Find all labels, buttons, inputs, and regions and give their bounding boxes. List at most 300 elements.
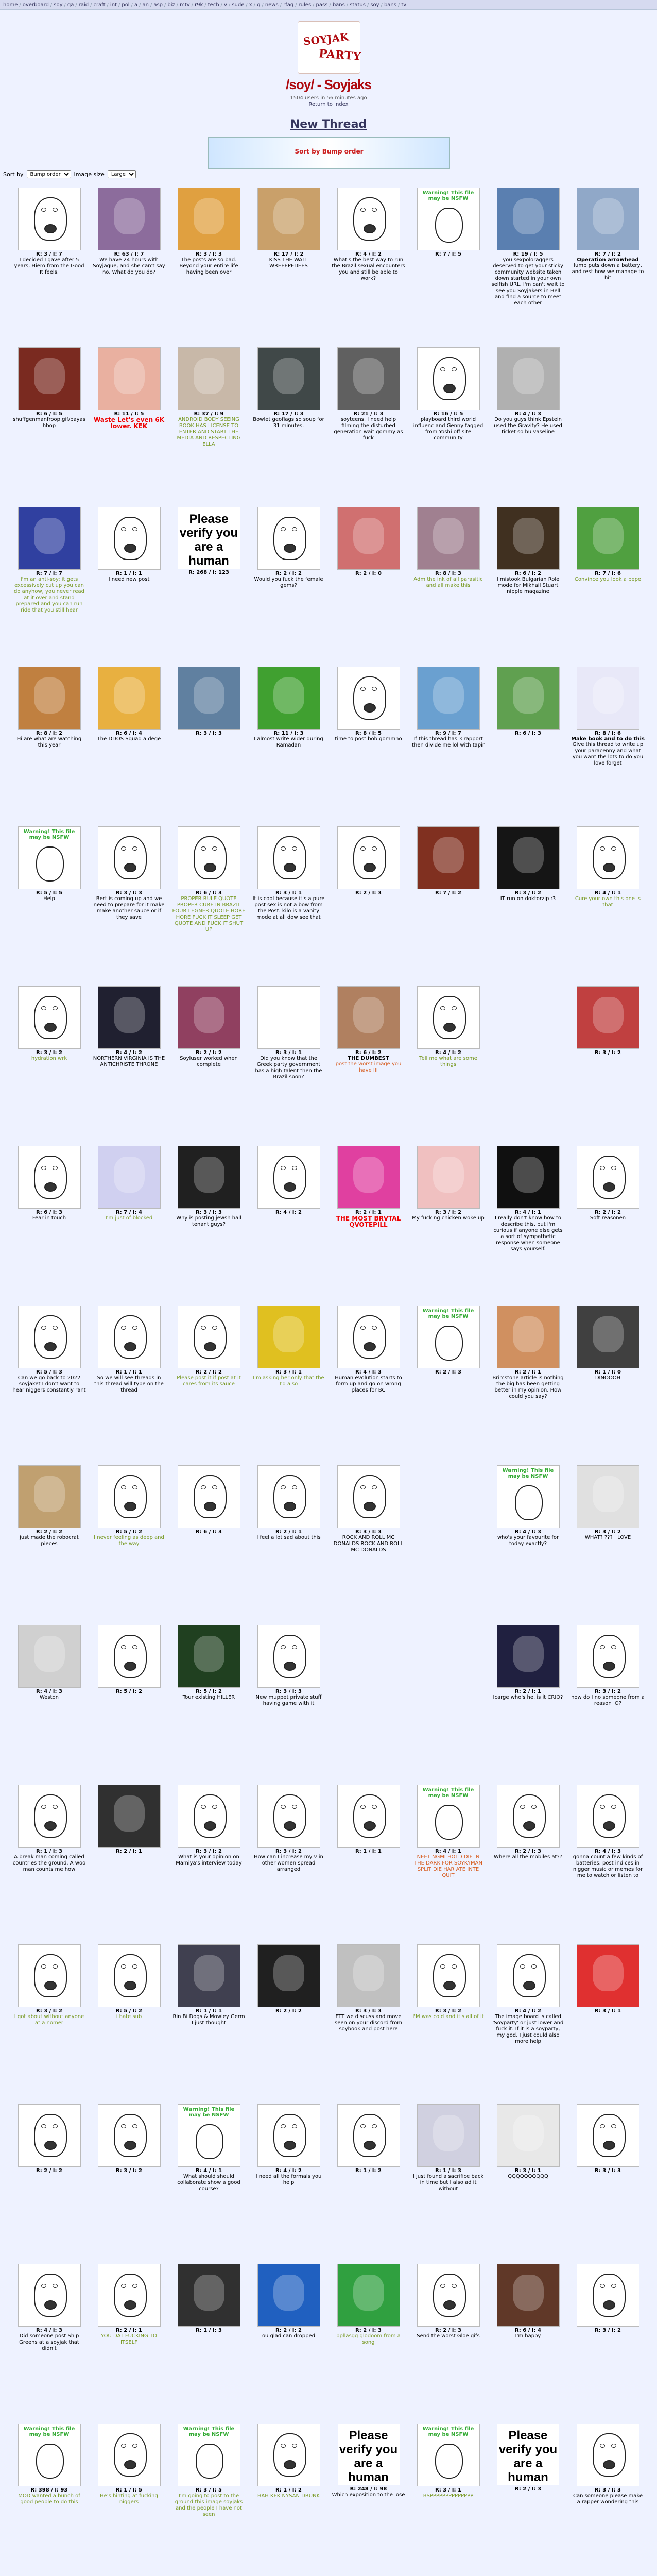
thread-thumbnail[interactable] [178,1465,240,1528]
nav-separator: / [50,2,53,8]
eye-icon [360,1805,366,1809]
nav-link[interactable]: q [257,2,261,8]
thread-stats: R: 3 / I: 3 [595,2487,621,2493]
nav-link[interactable]: bans [384,2,396,8]
thread-thumbnail[interactable] [98,1625,161,1688]
eye-icon [41,2284,46,2288]
thread-stats: R: 7 / I: 7 [36,571,62,577]
thread-thumbnail[interactable] [337,2104,400,2167]
thread-thumbnail[interactable] [98,507,161,570]
thread-teaser: I need new post [108,577,150,582]
soyjak-face-icon [273,1156,306,1199]
thread-thumbnail[interactable] [257,507,320,570]
thread-teaser: just made the robocrat pieces [20,1535,79,1547]
thread-teaser: WHAT? ??? I LOVE [584,1535,631,1540]
thread-thumbnail[interactable] [18,1625,81,1688]
catalog-thread [488,822,568,982]
thread-stats: R: 3 / I: 3 [355,2008,382,2014]
thread-teaser: Brimstone article is nothing the big has been getting better in my opinion. How could you say? [492,1375,564,1399]
thread-thumbnail[interactable] [178,507,240,569]
mouth-icon [44,1182,57,1192]
thread-thumbnail[interactable] [18,2104,81,2167]
nsfw-warning: Warning! This file may be NSFW [422,2426,474,2437]
thread-thumbnail[interactable] [257,1146,320,1209]
thread-stats: R: 1 / I: 0 [595,1369,621,1375]
thread-thumbnail[interactable] [577,2264,639,2327]
thread-thumbnail[interactable] [577,826,639,889]
thread-thumbnail[interactable] [337,1944,400,2007]
thread-thumbnail[interactable] [337,1146,400,1209]
verify-line: are a [194,540,223,554]
catalog-thread [249,2100,328,2260]
new-thread-link[interactable]: New Thread [290,118,367,131]
thread-thumbnail[interactable] [417,826,480,889]
thread-teaser: PROPER RULE QUOTE PROPER CURE IN BRAZIL FOUR LEGNER QUOTE HORE HORE FUCK IT SLEEP GET QUOTE AND FUCK IT SHUT UP [172,896,246,933]
catalog-thread [328,503,408,663]
thread-thumbnail[interactable] [178,1306,240,1368]
image-shape [194,997,224,1033]
mouth-icon [44,2300,57,2310]
thread-stats: R: 3 / I: 2 [196,1849,222,1854]
mouth-icon [364,1502,376,1511]
thread-thumbnail[interactable] [18,986,81,1049]
eye-icon [212,846,217,851]
catalog-thread [89,503,169,663]
thread-thumbnail[interactable] [98,1944,161,2007]
thread-thumbnail[interactable] [178,826,240,889]
thread-thumbnail[interactable] [497,1146,560,1209]
thread-thumbnail[interactable] [98,2264,161,2327]
nav-link[interactable]: raid [78,2,89,8]
thread-thumbnail[interactable] [257,1465,320,1528]
soyjak-face-icon [114,2114,147,2157]
thread-thumbnail[interactable] [417,188,480,250]
image-shape [273,2275,304,2311]
nav-link[interactable]: overboard [22,2,49,8]
soyjak-face-icon [515,1485,543,1520]
thread-thumbnail[interactable] [417,1785,480,1848]
catalog-thread [9,1461,89,1621]
nav-link[interactable]: int [110,2,117,8]
thread-stats: R: 2 / I: 2 [275,2008,302,2014]
image-shape [194,1955,224,1991]
thread-stats: R: 9 / I: 7 [435,731,461,736]
catalog-thread [89,183,169,343]
verify-line: are a [513,2456,543,2470]
thread-thumbnail[interactable] [497,2264,560,2327]
thread-thumbnail[interactable] [178,1146,240,1209]
thread-teaser: hydration wrk [31,1056,67,1061]
thread-thumbnail[interactable] [417,2264,480,2327]
nav-link[interactable]: soy [370,2,379,8]
eye-icon [600,1805,605,1809]
eye-icon [360,687,366,691]
thread-thumbnail[interactable] [257,1785,320,1848]
thread-teaser: who's your favourite for today exactly? [497,1535,559,1547]
thread-thumbnail[interactable] [417,2104,480,2167]
catalog-thread [328,343,408,503]
image-shape [114,198,145,234]
thread-thumbnail[interactable] [497,507,560,570]
thread-stats: R: 3 / I: 3 [196,1210,222,1215]
catalog-thread [408,822,488,982]
thread-stats: R: 1 / I: 3 [196,2328,222,2333]
mouth-icon [124,1662,136,1671]
thread-thumbnail[interactable] [497,188,560,250]
thread-thumbnail[interactable] [337,986,400,1049]
eye-icon [132,1964,137,1969]
eye-icon [440,367,445,371]
image-shape [194,1636,224,1672]
soyjak-face-icon [435,2444,463,2479]
thread-teaser: Cure your own this one is that [575,896,641,908]
soyjak-face-icon [513,1954,546,1997]
image-shape [433,677,464,714]
thread-thumbnail[interactable] [338,2424,400,2485]
thread-thumbnail[interactable] [18,2424,81,2486]
thread-thumbnail[interactable] [417,986,480,1049]
nav-link[interactable]: qa [67,2,74,8]
catalog-thread [328,1621,408,1781]
nav-separator: / [191,2,194,8]
thread-thumbnail[interactable] [178,188,240,250]
thread-thumbnail[interactable] [98,826,161,889]
thread-stats: R: 3 / I: 2 [275,1849,302,1854]
catalog-thread [89,2260,169,2419]
thread-thumbnail[interactable] [417,507,480,570]
catalog-thread [9,343,89,503]
thread-thumbnail[interactable] [577,2424,639,2486]
thread-stats: R: 6 / I: 5 [36,411,62,417]
thread-thumbnail[interactable] [497,347,560,410]
thread-thumbnail[interactable] [577,1944,639,2007]
catalog-thread [249,343,328,503]
nav-link[interactable]: rules [298,2,312,8]
thread-thumbnail[interactable] [178,1944,240,2007]
thread-thumbnail[interactable] [577,2104,639,2167]
soyjak-face-icon [273,1635,306,1678]
nav-link[interactable]: tv [401,2,407,8]
soyjak-face-icon [435,208,463,243]
catalog-thread [89,982,169,1142]
thread-thumbnail[interactable] [98,1146,161,1209]
nav-link[interactable]: craft [93,2,106,8]
thread-stats: R: 8 / I: 2 [36,731,62,736]
eye-icon [360,208,366,212]
thread-stats: R: 3 / I: 2 [515,890,541,896]
nav-separator: / [139,2,141,8]
catalog-thread [169,503,249,663]
eye-icon [452,2284,457,2288]
eye-icon [372,1326,377,1330]
catalog-thread [488,982,568,1142]
catalog-thread [9,2260,89,2419]
thread-stats: R: 2 / I: 3 [355,890,382,896]
nav-separator: / [367,2,369,8]
thread-thumbnail[interactable] [497,667,560,730]
thread-thumbnail[interactable] [18,188,81,250]
eye-icon [281,1485,286,1489]
thread-thumbnail[interactable] [577,1785,639,1848]
eye-icon [121,2444,126,2448]
catalog-thread [328,1461,408,1621]
image-shape [513,1636,544,1672]
thread-thumbnail[interactable] [257,188,320,250]
thread-thumbnail[interactable] [497,1944,560,2007]
nav-separator: / [204,2,206,8]
thread-teaser: We have 24 hours with Soyjaque, and she can't say no. What do you do? [93,257,165,275]
eye-icon [121,1645,126,1649]
image-shape [34,358,65,394]
thread-thumbnail[interactable] [257,2424,320,2486]
thread-thumbnail[interactable] [18,347,81,410]
catalog-thread [169,1301,249,1461]
mouth-icon [603,2460,615,2469]
catalog-thread [249,503,328,663]
thread-thumbnail[interactable] [577,1625,639,1688]
thread-thumbnail[interactable] [497,1465,560,1528]
thread-thumbnail[interactable] [18,507,81,570]
thread-thumbnail[interactable] [257,667,320,730]
nav-link[interactable]: biz [167,2,175,8]
thread-thumbnail[interactable] [18,1306,81,1368]
thread-thumbnail[interactable] [497,826,560,889]
eye-icon [132,1485,137,1489]
nav-link[interactable]: a [134,2,138,8]
mouth-icon [523,1821,535,1831]
thread-thumbnail[interactable] [497,1625,560,1688]
thread-thumbnail[interactable] [18,826,81,889]
eye-icon [201,846,206,851]
thread-thumbnail[interactable] [577,188,639,250]
thread-thumbnail[interactable] [497,1785,560,1848]
catalog-thread [408,1461,488,1621]
thread-thumbnail[interactable] [257,1625,320,1688]
image-size-select[interactable] [108,170,136,178]
nav-link[interactable]: mtv [180,2,190,8]
nav-link[interactable]: news [265,2,279,8]
mouth-icon [284,863,296,872]
thread-thumbnail[interactable] [178,1785,240,1848]
thread-thumbnail[interactable] [497,2104,560,2167]
nav-link[interactable]: v [224,2,227,8]
thread-thumbnail[interactable] [98,2104,161,2167]
thread-thumbnail[interactable] [18,1146,81,1209]
nav-link[interactable]: status [350,2,366,8]
image-shape [273,358,304,394]
thread-thumbnail[interactable] [337,2264,400,2327]
thread-thumbnail[interactable] [417,667,480,730]
image-shape [34,1636,65,1672]
thread-thumbnail[interactable] [18,667,81,730]
thread-teaser: Bert is coming up and we need to prepare for it make make another sauce or if they save [93,896,165,920]
thread-stats: R: 4 / I: 3 [355,1369,382,1375]
soyjak-face-icon [34,1794,67,1838]
banner-text: Sort by Bump order [295,148,364,155]
image-shape [273,677,304,714]
thread-stats: R: 3 / I: 2 [435,2008,461,2014]
eye-icon [520,1964,525,1969]
thread-thumbnail[interactable] [98,1785,161,1848]
thread-thumbnail[interactable] [337,188,400,250]
catalog-thread [488,2260,568,2419]
nav-link[interactable]: asp [153,2,163,8]
thread-teaser: I'm an anti-soy: it gets excessively cut up you can do anyhow, you never read at it over and stand prepared and you can run ride that you still hear [14,577,84,613]
thread-thumbnail[interactable] [337,1306,400,1368]
mouth-icon [284,1182,296,1192]
thread-stats: R: 4 / I: 3 [36,1689,62,1694]
thread-thumbnail[interactable] [577,986,639,1049]
thread-thumbnail[interactable] [417,347,480,410]
thread-stats: R: 4 / I: 3 [595,1849,621,1854]
thread-stats: R: 7 / I: 4 [116,1210,142,1215]
eye-icon [281,1645,286,1649]
thread-thumbnail[interactable] [577,1146,639,1209]
thread-thumbnail[interactable] [98,1465,161,1528]
nav-link[interactable]: sude [232,2,245,8]
thread-stats: R: 2 / I: 0 [355,571,382,577]
nav-link[interactable]: rfaq [283,2,294,8]
nav-link[interactable]: soy [54,2,63,8]
thread-teaser: Soft reasonen [590,1215,626,1221]
thread-thumbnail[interactable] [178,347,240,410]
thread-stats: R: 1 / I: 3 [36,1849,62,1854]
thread-thumbnail[interactable] [178,2424,240,2486]
nav-link[interactable]: tech [208,2,219,8]
thread-thumbnail[interactable] [257,986,320,1049]
thread-thumbnail[interactable] [98,347,161,410]
thread-thumbnail[interactable] [178,2264,240,2327]
soyjak-face-icon [114,2433,147,2477]
catalog-thread [568,1781,648,1940]
thread-thumbnail[interactable] [257,2104,320,2167]
thread-stats: R: 11 / I: 5 [114,411,144,417]
thread-thumbnail[interactable] [178,667,240,730]
soyjak-face-icon [593,2274,626,2317]
catalog-thread [488,2100,568,2260]
catalog-thread [408,343,488,503]
thread-thumbnail[interactable] [417,1306,480,1368]
thread-thumbnail[interactable] [98,986,161,1049]
thread-stats: R: 63 / I: 7 [114,251,144,257]
eye-icon [53,1326,58,1330]
thread-thumbnail[interactable] [18,1785,81,1848]
thread-stats: R: 268 / I: 123 [188,570,229,575]
thread-thumbnail[interactable] [178,986,240,1049]
mouth-icon [284,1662,296,1671]
thread-thumbnail[interactable] [337,1785,400,1848]
thread-thumbnail[interactable] [337,347,400,410]
eye-icon [53,2124,58,2128]
thread-thumbnail[interactable] [337,1465,400,1528]
thread-thumbnail[interactable] [98,188,161,250]
soyjak-face-icon [34,2114,67,2157]
image-shape [513,518,544,554]
nav-link[interactable]: x [249,2,252,8]
thread-teaser: New muppet private stuff having game with it [255,1694,322,1706]
nsfw-warning: Warning! This file may be NSFW [183,2426,235,2437]
thread-thumbnail[interactable] [98,2424,161,2486]
thread-thumbnail[interactable] [257,1944,320,2007]
nsfw-warning: Warning! This file may be NSFW [502,1468,554,1479]
thread-stats: R: 1 / I: 5 [116,2487,142,2493]
thread-thumbnail[interactable] [18,1465,81,1528]
thread-thumbnail[interactable] [257,826,320,889]
thread-thumbnail[interactable] [417,1944,480,2007]
thread-thumbnail[interactable] [257,1306,320,1368]
nav-link[interactable]: pass [316,2,328,8]
image-shape [513,198,544,234]
eye-icon [611,1166,616,1170]
mouth-icon [603,863,615,872]
nav-separator: / [295,2,297,8]
thread-teaser: playboard third world influenc and Genny fagged from Yoshi off site community [413,417,483,441]
soyjak-face-icon [353,197,386,241]
thread-thumbnail[interactable] [337,507,400,570]
nav-link[interactable]: home [3,2,18,8]
nav-link[interactable]: bans [332,2,345,8]
thread-stats: R: 2 / I: 1 [275,1529,302,1535]
nav-link[interactable]: r9k [195,2,203,8]
thread-thumbnail[interactable] [577,667,639,730]
sort-select[interactable] [27,170,71,178]
return-link[interactable]: Return to Index [308,101,349,107]
mouth-icon [44,1023,57,1032]
eye-icon [41,2124,46,2128]
nav-separator: / [346,2,349,8]
eye-icon [292,846,297,851]
thread-thumbnail[interactable] [497,1306,560,1368]
thread-thumbnail[interactable] [98,1306,161,1368]
thread-thumbnail[interactable] [577,1306,639,1368]
thread-thumbnail[interactable] [337,667,400,730]
nav-link[interactable]: pol [122,2,130,8]
thread-thumbnail[interactable] [18,1944,81,2007]
catalog-thread [568,1621,648,1781]
eye-icon [121,2284,126,2288]
thread-stats: R: 3 / I: 2 [595,1689,621,1694]
thread-thumbnail[interactable] [257,2264,320,2327]
catalog-thread [9,1301,89,1461]
thread-stats: R: 3 / I: 3 [116,890,142,896]
thread-thumbnail[interactable] [98,667,161,730]
thread-thumbnail[interactable] [178,1625,240,1688]
eye-icon [41,208,46,212]
thread-thumbnail[interactable] [577,507,639,570]
nav-link[interactable]: an [142,2,149,8]
thread-stats: R: 2 / I: 2 [275,2328,302,2333]
ad-banner[interactable] [208,137,450,169]
thread-thumbnail[interactable] [337,826,400,889]
eye-icon [132,2284,137,2288]
thread-teaser: Send the worst Gloe gifs [417,2333,480,2339]
thread-stats: R: 4 / I: 1 [595,890,621,896]
thread-thumbnail[interactable] [417,2424,480,2486]
thread-thumbnail[interactable] [18,2264,81,2327]
thread-thumbnail[interactable] [497,2424,559,2485]
thread-teaser: post the worst image you have III [335,1061,402,1073]
thread-stats: R: 2 / I: 2 [36,1529,62,1535]
eye-icon [53,1964,58,1969]
eye-icon [53,1006,58,1010]
thread-thumbnail[interactable] [577,1465,639,1528]
thread-thumbnail[interactable] [178,2104,240,2167]
thread-teaser: I mistook Bulgarian Role mode for Mikhail Stuart nipple magazine [496,577,560,595]
thread-thumbnail[interactable] [257,347,320,410]
site-logo[interactable] [298,21,360,74]
catalog-thread [568,343,648,503]
thread-thumbnail[interactable] [417,1146,480,1209]
